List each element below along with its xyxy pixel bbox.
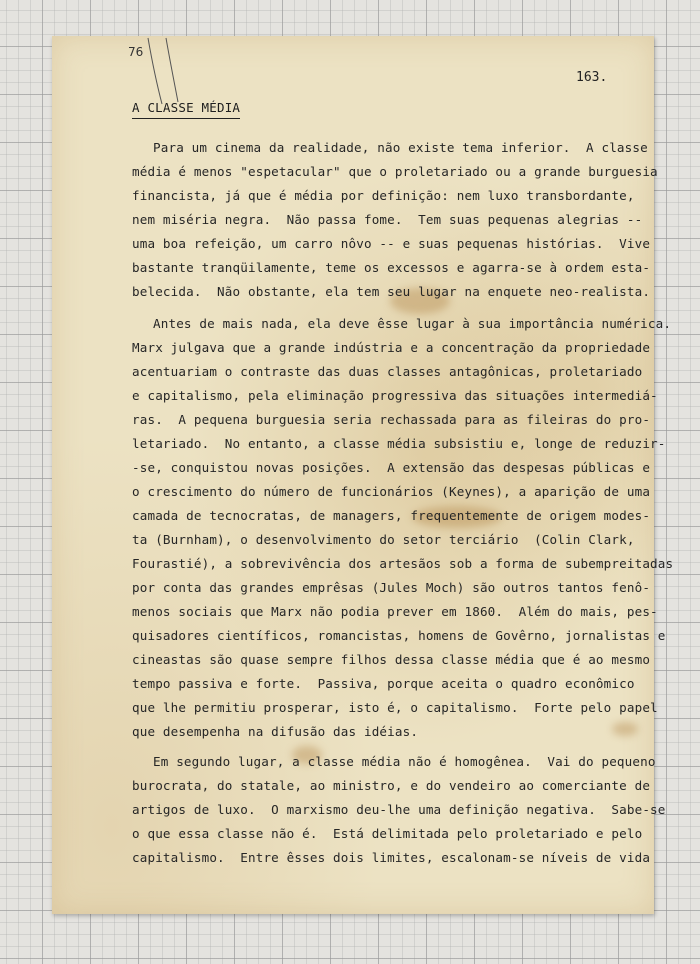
typed-page xyxy=(52,36,674,914)
text-line: tempo passiva e forte. Passiva, porque aceita o quadro econômico xyxy=(132,676,635,691)
text-line: Para um cinema da realidade, não existe tema inferior. A classe xyxy=(153,140,648,155)
text-line: Marx julgava que a grande indústria e a concentração da propriedade xyxy=(132,340,651,355)
text-line: financista, já que é média por definição: nem luxo transbordante, xyxy=(132,188,635,203)
text-line: quisadores científicos, romancistas, homens de Govêrno, jornalistas e xyxy=(132,628,666,643)
text-line: ta (Burnham), o desenvolvimento do setor terciário (Colin Clark, xyxy=(132,532,635,547)
text-line: o que essa classe não é. Está delimitada pelo proletariado e pelo xyxy=(132,826,643,841)
text-line: média é menos "espetacular" que o proletariado ou a grande burguesia xyxy=(132,164,658,179)
text-line: acentuariam o contraste das duas classes antagônicas, proletariado xyxy=(132,364,643,379)
text-line: belecida. Não obstante, ela tem seu lugar na enquete neo-realista. xyxy=(132,284,651,299)
text-line: letariado. No entanto, a classe média subsistiu e, longe de reduzir- xyxy=(132,436,666,451)
text-line: que lhe permitiu prosperar, isto é, o capitalismo. Forte pelo papel xyxy=(132,700,658,715)
page-number: 163. xyxy=(576,70,608,85)
text-line: capitalismo. Entre êsses dois limites, escalonam-se níveis de vida xyxy=(132,850,651,865)
text-line: -se, conquistou novas posições. A extensão das despesas públicas e xyxy=(132,460,651,475)
text-line: Fourastié), a sobrevivência dos artesãos sob a forma de subempreitadas xyxy=(132,556,674,571)
text-line: cineastas são quase sempre filhos dessa classe média que é ao mesmo xyxy=(132,652,651,667)
text-line: artigos de luxo. O marxismo deu-lhe uma definição negativa. Sabe-se xyxy=(132,802,666,817)
section-title: A CLASSE MÉDIA xyxy=(132,100,240,119)
text-line: menos sociais que Marx não podia prever em 1860. Além do mais, pes- xyxy=(132,604,658,619)
text-line: Em segundo lugar, a classe média não é homogênea. Vai do pequeno xyxy=(153,754,656,769)
folio-mark: 76 xyxy=(128,45,144,59)
text-line: burocrata, do statale, ao ministro, e do vendeiro ao comerciante de xyxy=(132,778,651,793)
text-line: camada de tecnocratas, de managers, frequentemente de origem modes- xyxy=(132,508,651,523)
text-line: Antes de mais nada, ela deve êsse lugar à sua importância numérica. xyxy=(153,316,672,331)
text-line: ras. A pequena burguesia seria rechassada para as fileiras do pro- xyxy=(132,412,651,427)
text-line: o crescimento do número de funcionários (Keynes), a aparição de uma xyxy=(132,484,651,499)
text-line: nem miséria negra. Não passa fome. Tem suas pequenas alegrias -- xyxy=(132,212,643,227)
body-text xyxy=(52,36,674,914)
text-line: por conta das grandes emprêsas (Jules Moch) são outros tantos fenô- xyxy=(132,580,651,595)
text-line: que desempenha na difusão das idéias. xyxy=(132,724,419,739)
text-line: e capitalismo, pela eliminação progressiva das situações intermediá- xyxy=(132,388,658,403)
text-line: uma boa refeição, um carro nôvo -- e suas pequenas histórias. Vive xyxy=(132,236,651,251)
text-line: bastante tranqüilamente, teme os excessos e agarra-se à ordem esta- xyxy=(132,260,651,275)
